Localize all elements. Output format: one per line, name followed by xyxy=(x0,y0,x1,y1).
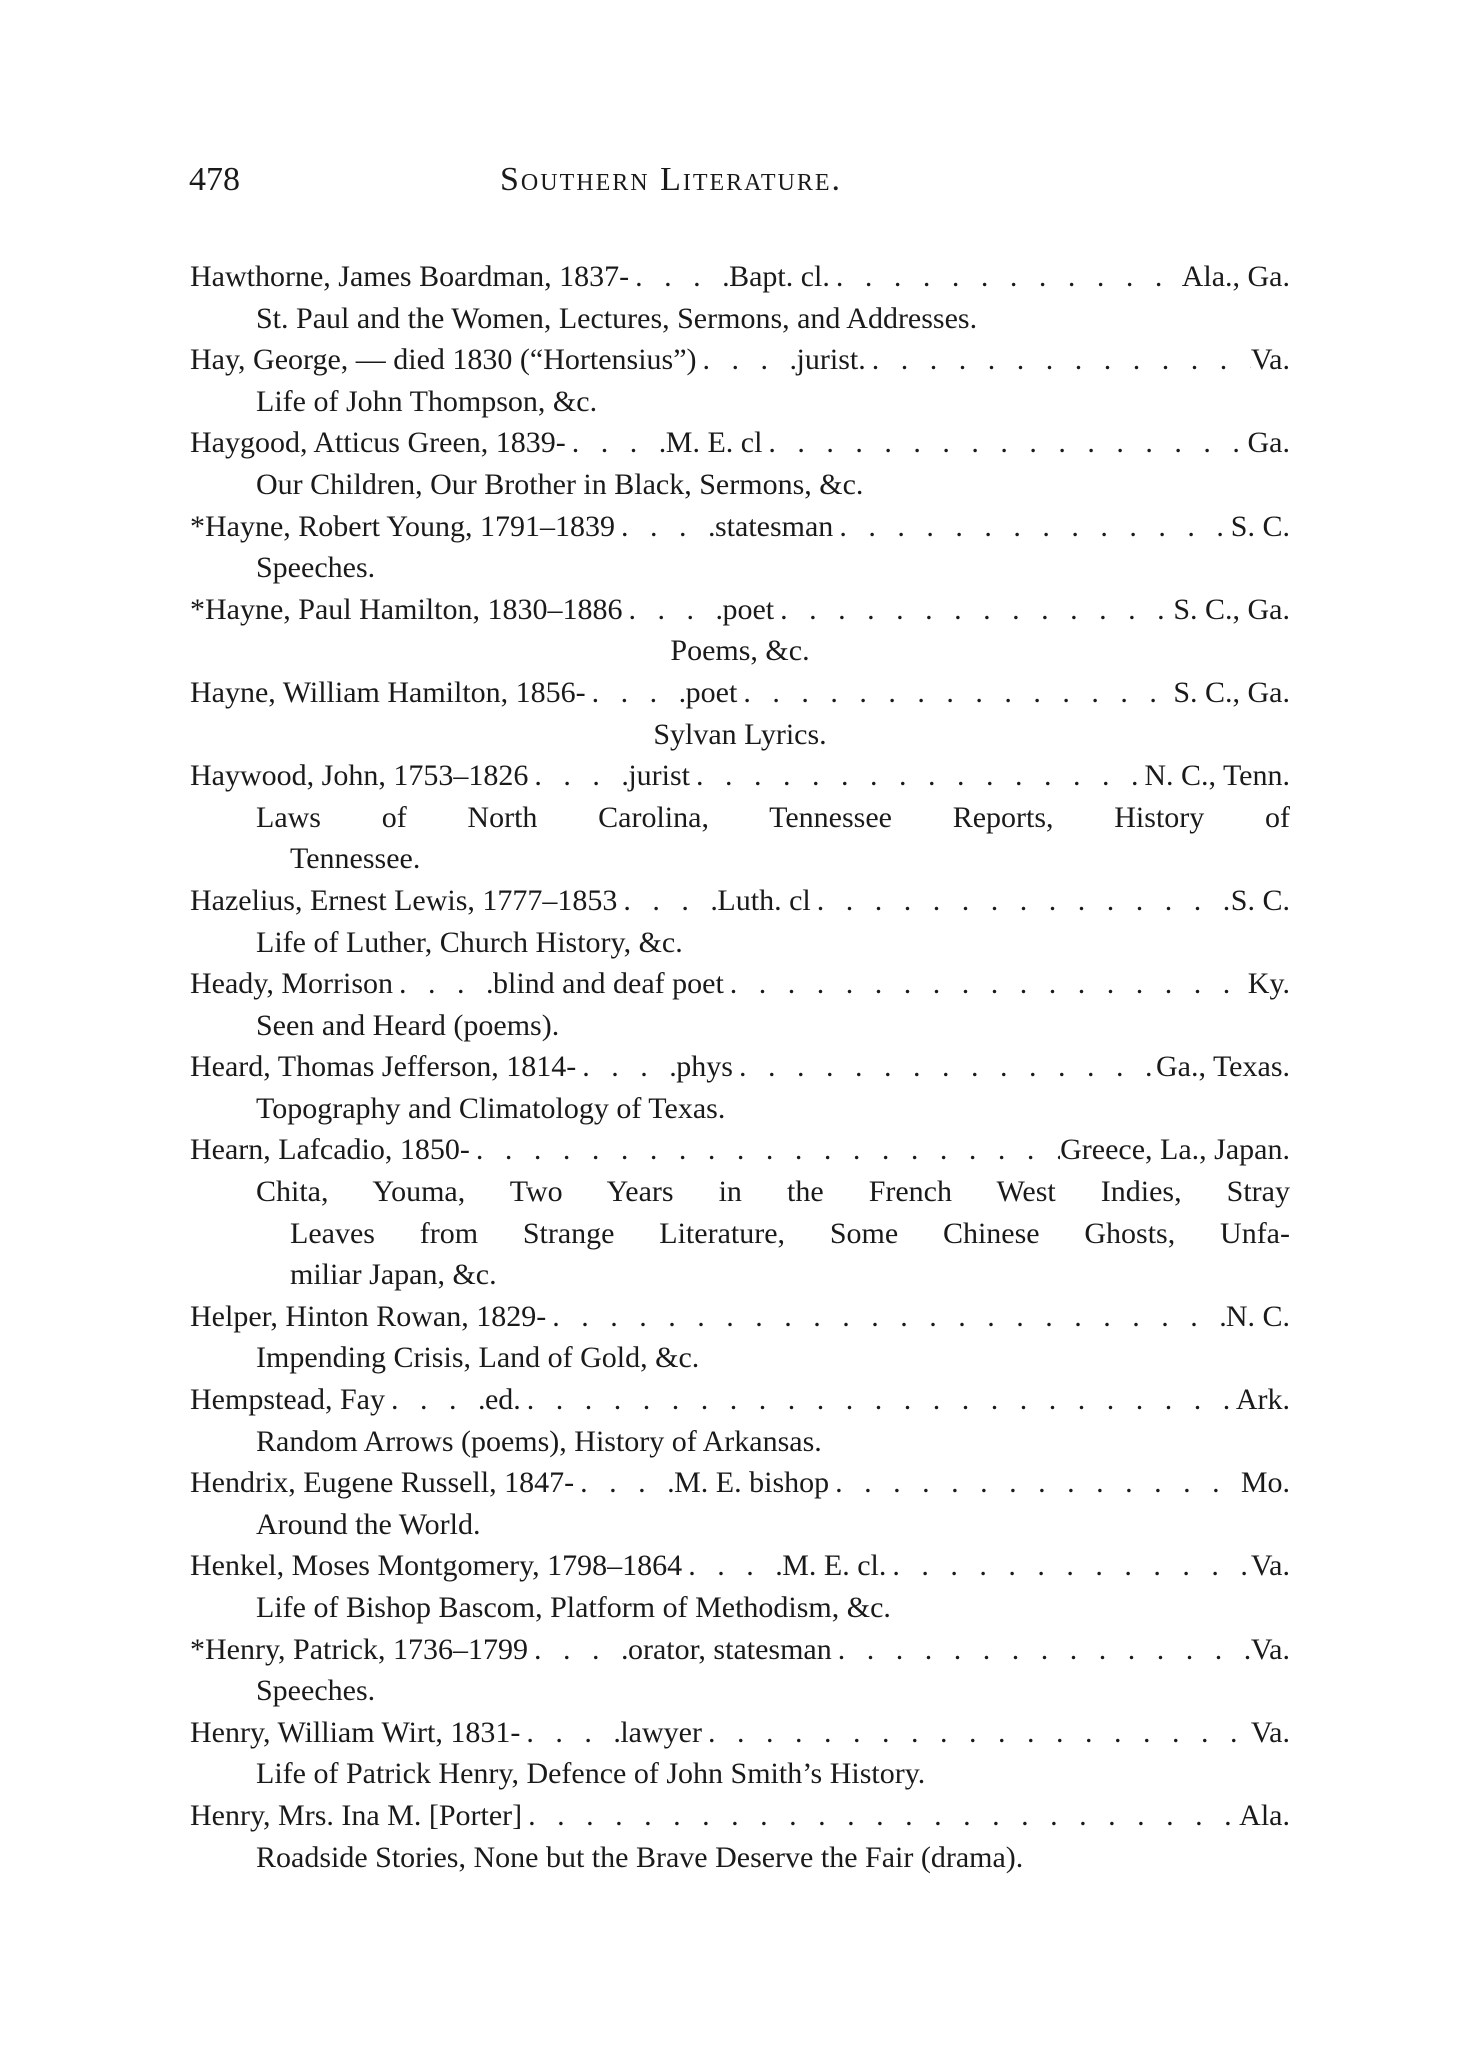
entry-occupation: poet xyxy=(722,592,775,626)
dot-leader xyxy=(576,1046,676,1088)
entry-state: Ga., Texas. xyxy=(1156,1050,1290,1084)
entry-state: Va. xyxy=(1250,1549,1290,1583)
entry-name: *Hayne, Paul Hamilton, 1830–1886 xyxy=(190,592,623,626)
entry-occupation: blind and deaf poet xyxy=(493,967,724,1001)
entry-occupation: ed. xyxy=(484,1383,521,1417)
entry-occupation: M. E. cl. xyxy=(782,1549,887,1583)
entry-works: Tennessee. xyxy=(290,842,421,876)
entry-occupation: jurist xyxy=(628,759,690,793)
entry-works: miliar Japan, &c. xyxy=(290,1258,497,1292)
dot-leader xyxy=(586,672,686,714)
entry-works: Roadside Stories, None but the Brave Deserve the Fair (drama). xyxy=(256,1840,1024,1874)
entry-works: Impending Crisis, Land of Gold, &c. xyxy=(256,1341,700,1375)
entry-line xyxy=(190,422,1290,464)
entry-works: Life of Patrick Henry, Defence of John Smith’s History. xyxy=(256,1757,926,1791)
dot-leader xyxy=(528,1629,628,1671)
entry-works: Sylvan Lyrics. xyxy=(653,717,827,751)
entry-name: Henry, Mrs. Ina M. [Porter] xyxy=(190,1798,523,1832)
dot-leader xyxy=(522,1795,1239,1837)
entry-line xyxy=(190,963,1290,1005)
entry-occupation: M. E. bishop xyxy=(674,1466,830,1500)
entry-state: Ala. xyxy=(1239,1798,1290,1832)
entry-works: Leaves from Strange Literature, Some Chinese Ghosts, Unfa- xyxy=(290,1216,1290,1250)
dot-leader xyxy=(762,422,1247,464)
entry-state: N. C., Tenn. xyxy=(1144,759,1290,793)
entry-name: Hazelius, Ernest Lewis, 1777–1853 xyxy=(190,883,618,917)
entry-name: Hearn, Lafcadio, 1850- xyxy=(190,1133,470,1167)
entry-line xyxy=(190,1129,1290,1171)
dot-leader xyxy=(682,1545,782,1587)
dot-leader xyxy=(830,256,1182,298)
running-title: Southern Literature. xyxy=(500,161,842,198)
entry-name: Henry, William Wirt, 1831- xyxy=(190,1715,521,1749)
entry-state: Greece, La., Japan. xyxy=(1060,1133,1290,1167)
entry-state: Ark. xyxy=(1235,1383,1290,1417)
entry-name: Helper, Hinton Rowan, 1829- xyxy=(190,1299,547,1333)
entry-name: Hempstead, Fay xyxy=(190,1383,385,1417)
dot-leader xyxy=(520,1712,620,1754)
entry-works: Speeches. xyxy=(256,1674,376,1708)
entry-works: Life of Luther, Church History, &c. xyxy=(256,925,683,959)
entry-line xyxy=(190,755,1290,797)
entry-works: Seen and Heard (poems). xyxy=(256,1008,560,1042)
entry-state: Va. xyxy=(1250,343,1290,377)
entry-works: Chita, Youma, Two Years in the French West Indies, Stray xyxy=(256,1175,1290,1209)
entry-state: S. C., Ga. xyxy=(1173,592,1290,626)
entry-occupation: poet xyxy=(685,675,738,709)
entry-name: *Hayne, Robert Young, 1791–1839 xyxy=(190,509,615,543)
entry-line xyxy=(190,1629,1290,1671)
dot-leader xyxy=(521,1379,1236,1421)
dot-leader xyxy=(629,256,729,298)
dot-leader xyxy=(886,1545,1251,1587)
dot-leader xyxy=(617,880,717,922)
entry-state: S. C., Ga. xyxy=(1173,675,1290,709)
dot-leader xyxy=(690,755,1144,797)
entry-state: S. C. xyxy=(1230,509,1290,543)
entry-occupation: statesman xyxy=(715,509,834,543)
entry-occupation: phys xyxy=(676,1050,733,1084)
entry-name: Heard, Thomas Jefferson, 1814- xyxy=(190,1050,577,1084)
dot-leader xyxy=(393,963,493,1005)
dot-leader xyxy=(811,880,1231,922)
dot-leader xyxy=(622,589,722,631)
dot-leader xyxy=(829,1462,1241,1504)
entry-works: Poems, &c. xyxy=(670,634,810,668)
entry-state: Ala., Ga. xyxy=(1181,260,1290,293)
entry-occupation: orator, statesman xyxy=(628,1632,832,1666)
entry-state: Ky. xyxy=(1247,967,1290,1001)
entry-name: Heady, Morrison xyxy=(190,967,394,1001)
entry-line xyxy=(190,339,1290,381)
entry-occupation: Bapt. cl. xyxy=(729,260,830,293)
dot-leader xyxy=(528,755,628,797)
dot-leader xyxy=(697,339,797,381)
entry-line xyxy=(190,256,1290,298)
entry-works: St. Paul and the Women, Lectures, Sermons, and Addresses. xyxy=(256,301,978,335)
dot-leader xyxy=(615,506,715,548)
entry-works: Our Children, Our Brother in Black, Sermons, &c. xyxy=(256,467,864,501)
entry-works: Life of John Thompson, &c. xyxy=(256,384,598,418)
dot-leader xyxy=(833,506,1230,548)
biographical-entries xyxy=(190,256,1290,1878)
entry-name: *Henry, Patrick, 1736–1799 xyxy=(190,1632,528,1666)
entry-state: Ga. xyxy=(1247,426,1290,460)
dot-leader xyxy=(737,672,1173,714)
entry-occupation: jurist. xyxy=(796,343,866,377)
entry-state: S. C. xyxy=(1230,883,1290,917)
dot-leader xyxy=(832,1629,1251,1671)
entry-line xyxy=(190,1379,1290,1421)
entry-line xyxy=(190,1545,1290,1587)
entry-state: Mo. xyxy=(1240,1466,1290,1500)
entry-line xyxy=(190,1795,1290,1837)
dot-leader xyxy=(774,589,1173,631)
entry-works: Speeches. xyxy=(256,551,376,585)
dot-leader xyxy=(470,1129,1060,1171)
entry-occupation: M. E. cl xyxy=(665,426,763,460)
entry-state: Va. xyxy=(1250,1715,1290,1749)
dot-leader xyxy=(574,1462,674,1504)
entry-line xyxy=(190,672,1290,714)
entry-line xyxy=(190,506,1290,548)
entry-occupation: lawyer xyxy=(620,1715,702,1749)
dot-leader xyxy=(866,339,1251,381)
dot-leader xyxy=(566,422,666,464)
entry-line xyxy=(190,1712,1290,1754)
entry-name: Hayne, William Hamilton, 1856- xyxy=(190,675,586,709)
entry-line xyxy=(190,1462,1290,1504)
entry-line xyxy=(190,1296,1290,1338)
dot-leader xyxy=(385,1379,485,1421)
entry-line xyxy=(190,589,1290,631)
entry-name: Hay, George, — died 1830 (“Hortensius”) xyxy=(190,343,697,377)
entry-name: Haygood, Atticus Green, 1839- xyxy=(190,426,566,460)
entry-line xyxy=(190,880,1290,922)
dot-leader xyxy=(733,1046,1156,1088)
dot-leader xyxy=(546,1296,1226,1338)
entry-name: Hawthorne, James Boardman, 1837- xyxy=(190,260,630,293)
entry-state: N. C. xyxy=(1225,1299,1290,1333)
entry-name: Henkel, Moses Montgomery, 1798–1864 xyxy=(190,1549,683,1583)
entry-works: Random Arrows (poems), History of Arkansas. xyxy=(256,1424,822,1458)
entry-works: Life of Bishop Bascom, Platform of Methodism, &c. xyxy=(256,1591,891,1624)
entry-occupation: Luth. cl xyxy=(717,883,811,917)
entry-name: Hendrix, Eugene Russell, 1847- xyxy=(190,1466,575,1500)
page-number: 478 xyxy=(189,161,240,198)
entry-works: Topography and Climatology of Texas. xyxy=(256,1091,726,1125)
entry-works: Laws of North Carolina, Tennessee Reports, History of xyxy=(256,800,1290,834)
entry-line xyxy=(190,1046,1290,1088)
dot-leader xyxy=(724,963,1248,1005)
entry-state: Va. xyxy=(1250,1632,1290,1666)
entry-name: Haywood, John, 1753–1826 xyxy=(190,759,529,793)
entry-works: Around the World. xyxy=(256,1507,481,1541)
dot-leader xyxy=(702,1712,1251,1754)
